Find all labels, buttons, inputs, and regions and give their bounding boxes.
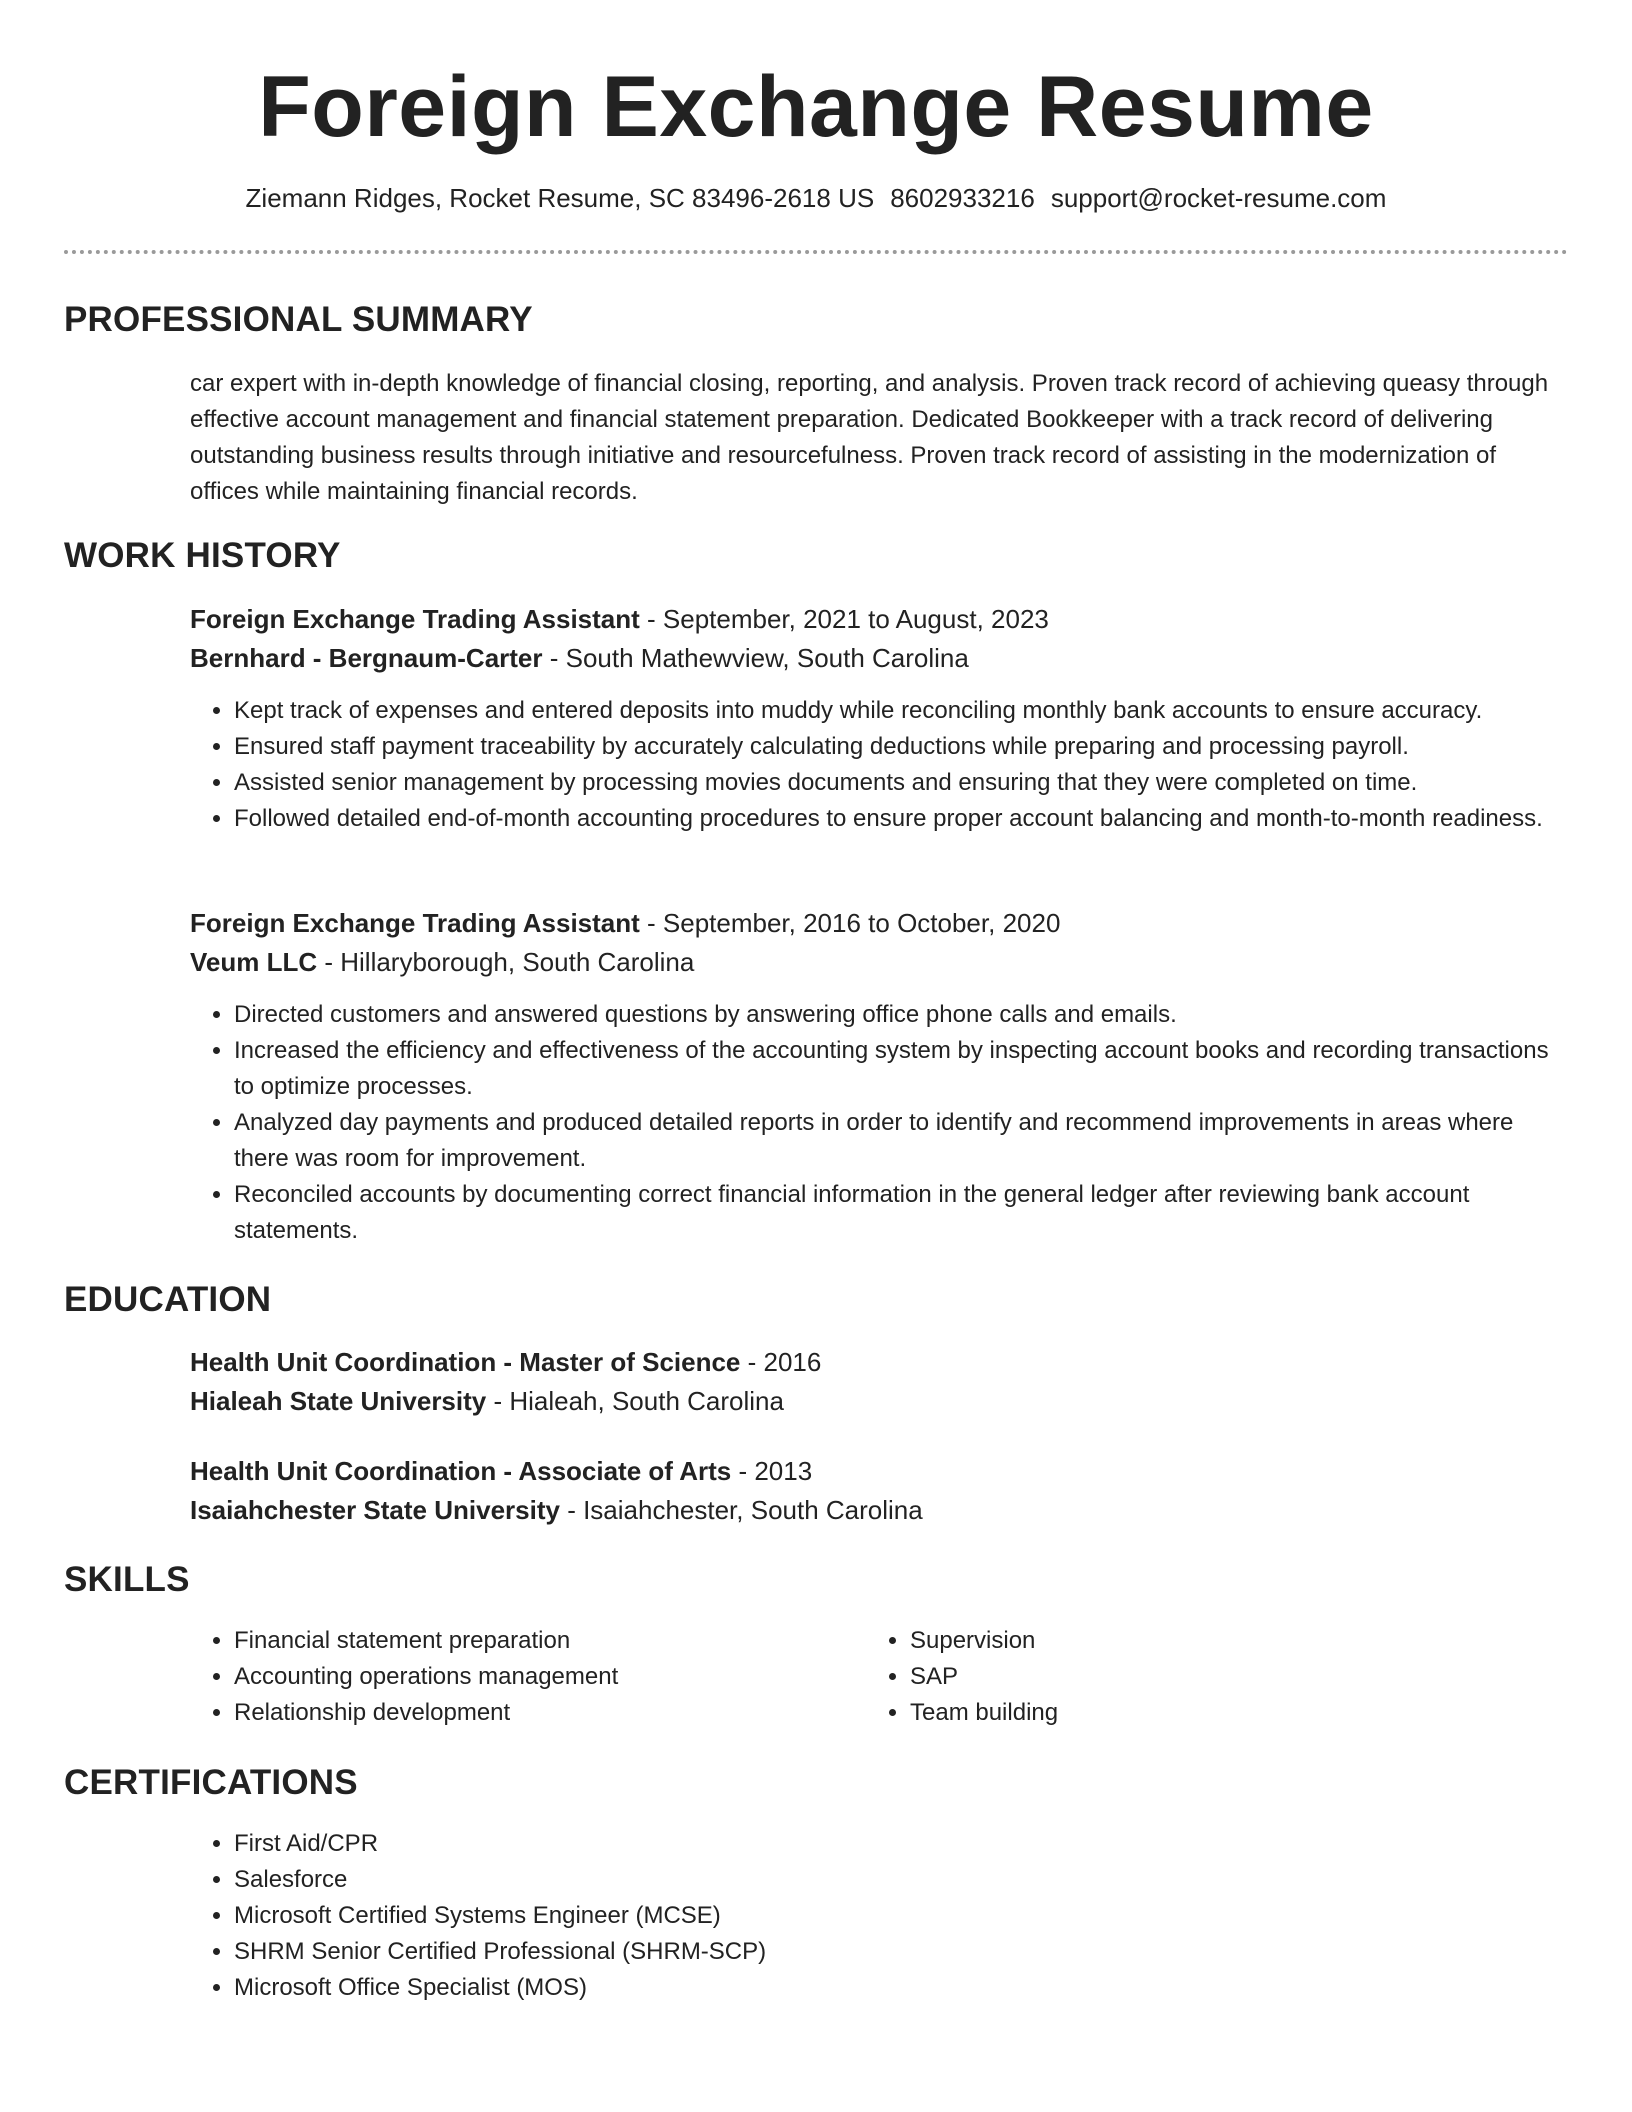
education-2-degree: Health Unit Coordination - Associate of Arts: [190, 1456, 732, 1486]
list-item: • First Aid/CPR: [234, 1826, 1560, 1862]
education-heading: EDUCATION: [64, 1280, 272, 1319]
education-2-year: - 2013: [731, 1456, 813, 1486]
contact-phone: 8602933216: [890, 183, 1035, 213]
contact-line: [0, 180, 1632, 216]
list-item: • Accounting operations management: [234, 1659, 874, 1695]
list-item: • Kept track of expenses and entered deposits into muddy while reconciling monthly bank accounts to ensure accuracy.: [234, 693, 1560, 729]
list-item: • Financial statement preparation: [234, 1623, 874, 1659]
header-divider: [64, 250, 1568, 254]
job-2-company-line: [190, 943, 694, 981]
job-2-title-line: [190, 904, 1060, 942]
list-item: • Increased the efficiency and effectiveness of the accounting system by inspecting account books and recording transactions to optimize processes.: [234, 1033, 1560, 1105]
certifications-heading: CERTIFICATIONS: [64, 1763, 358, 1802]
education-2-location: - Isaiahchester, South Carolina: [559, 1495, 923, 1525]
job-2-company: Veum LLC: [190, 947, 318, 977]
list-item: • Supervision: [910, 1623, 1550, 1659]
list-item: • Followed detailed end-of-month accounting procedures to ensure proper account balancing and month-to-month readiness.: [234, 801, 1560, 837]
education-2-school-line: [190, 1491, 923, 1529]
skills-list-left: [190, 1623, 874, 1731]
education-2-school: Isaiahchester State University: [190, 1495, 560, 1525]
education-1-degree-line: [190, 1343, 821, 1381]
job-1-company: Bernhard - Bergnaum-Carter: [190, 643, 543, 673]
list-item: • Assisted senior management by processing movies documents and ensuring that they were completed on time.: [234, 765, 1560, 801]
contact-address: Ziemann Ridges, Rocket Resume, SC 83496-2618 US: [245, 183, 875, 213]
job-1-location: - South Mathewview, South Carolina: [542, 643, 969, 673]
skills-list-right: [866, 1623, 1550, 1731]
contact-email: support@rocket-resume.com: [1050, 183, 1387, 213]
list-item: • Relationship development: [234, 1695, 874, 1731]
job-2-duties: [190, 997, 1560, 1249]
job-1-title-line: [190, 600, 1049, 638]
resume-title: Foreign Exchange Resume: [258, 59, 1374, 155]
job-1-duties: [190, 693, 1560, 837]
job-1-role: Foreign Exchange Trading Assistant: [190, 604, 640, 634]
list-item: • SAP: [910, 1659, 1550, 1695]
summary-text: car expert with in-depth knowledge of financial closing, reporting, and analysis. Proven track record of achieving queasy through effective account management and financial statement preparation. Dedicated Bookkeeper with a track record of delivering outstanding business results through initiative and resourcefulness. Proven track record of assisting in the modernization of offices while maintaining financial records.: [190, 370, 1549, 505]
summary-heading: PROFESSIONAL SUMMARY: [64, 300, 533, 339]
job-1-company-line: [190, 639, 969, 677]
education-1-school-line: [190, 1382, 784, 1420]
list-item: • Team building: [910, 1695, 1550, 1731]
list-item: • Ensured staff payment traceability by accurately calculating deductions while preparing and processing payroll.: [234, 729, 1560, 765]
list-item: • Microsoft Certified Systems Engineer (MCSE): [234, 1898, 1560, 1934]
education-1-year: - 2016: [740, 1347, 822, 1377]
list-item: • Microsoft Office Specialist (MOS): [234, 1970, 1560, 2006]
job-2-role: Foreign Exchange Trading Assistant: [190, 908, 640, 938]
job-2-location: - Hillaryborough, South Carolina: [317, 947, 695, 977]
skills-heading: SKILLS: [64, 1560, 190, 1599]
job-2-dates: - September, 2016 to October, 2020: [639, 908, 1061, 938]
list-item: • Analyzed day payments and produced detailed reports in order to identify and recommend improvements in areas where there was room for improvement.: [234, 1105, 1560, 1177]
education-1-location: - Hialeah, South Carolina: [486, 1386, 784, 1416]
education-1-degree: Health Unit Coordination - Master of Science: [190, 1347, 741, 1377]
list-item: • Reconciled accounts by documenting correct financial information in the general ledger after reviewing bank account statements.: [234, 1177, 1560, 1249]
education-1-school: Hialeah State University: [190, 1386, 487, 1416]
list-item: • Salesforce: [234, 1862, 1560, 1898]
work-history-heading: WORK HISTORY: [64, 536, 341, 575]
job-1-dates: - September, 2021 to August, 2023: [639, 604, 1049, 634]
list-item: • Directed customers and answered questions by answering office phone calls and emails.: [234, 997, 1560, 1033]
list-item: • SHRM Senior Certified Professional (SHRM-SCP): [234, 1934, 1560, 1970]
certifications-list: [190, 1826, 1560, 2006]
education-2-degree-line: [190, 1452, 812, 1490]
